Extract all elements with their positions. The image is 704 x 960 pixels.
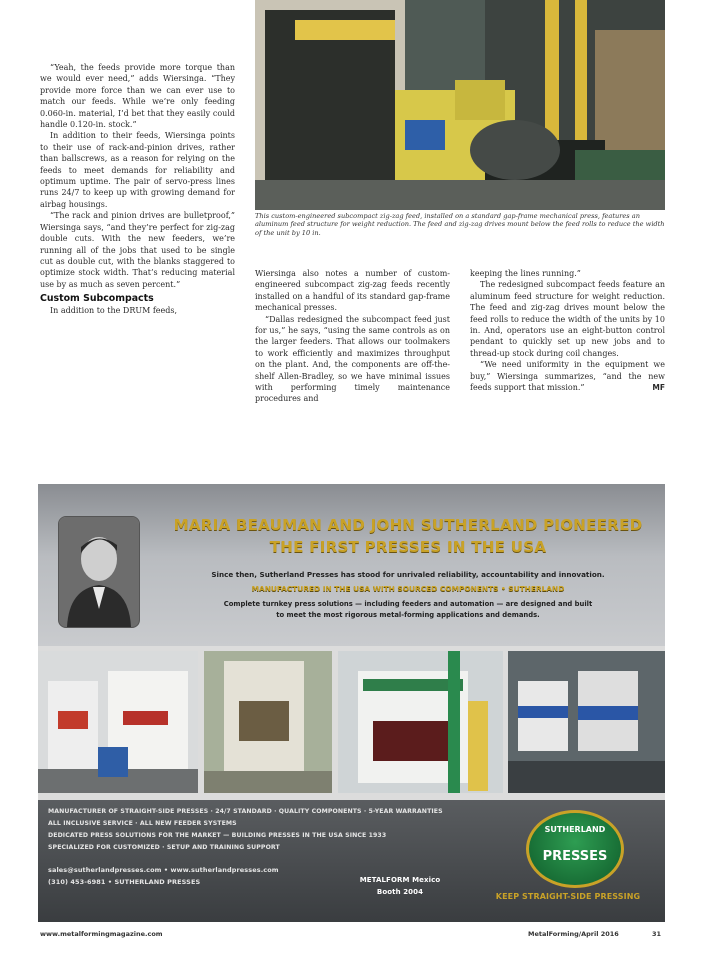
quote-text: “We need uniformity in the equipment we buy,” Wiersinga summarizes, “and the new feeds support that mission.” — [470, 360, 665, 393]
section-heading: Custom Subcompacts — [40, 293, 154, 305]
article-column-3 — [470, 268, 665, 393]
paragraph: “Yeah, the feeds provide more torque than we would ever need,” adds Wiersinga. “They provide more force than we can ever use to match our feeds. While we’re only feeding 0.060-in. material, I’d bet that they easily could handle 0.120-in. stock.” — [40, 63, 235, 130]
press-feed-photo — [255, 0, 665, 210]
article-column-1 — [40, 62, 235, 316]
ad-bullet: SPECIALIZED FOR CUSTOMIZED · SETUP AND TRAINING SUPPORT — [48, 844, 280, 851]
ad-subline-3: to meet the most rigorous metal-forming applications and demands. — [276, 611, 540, 619]
press-photo — [508, 651, 665, 793]
sutherland-logo — [526, 810, 624, 888]
ad-headline-1: MARIA BEAUMAN AND JOHN SUTHERLAND PIONEERED — [173, 516, 643, 534]
ad-bullet: MANUFACTURER OF STRAIGHT-SIDE PRESSES · 24/7 STANDARD · QUALITY COMPONENTS · 5-YEAR WARRANTIES — [48, 808, 443, 815]
ad-tagline: KEEP STRAIGHT-SIDE PRESSING — [495, 892, 641, 901]
ad-phone: (310) 453-6981 • SUTHERLAND PRESSES — [48, 878, 201, 886]
paragraph: “Dallas redesigned the subcompact feed just for us,” he says, “using the same controls as on the larger feeders. That allows our toolmakers to work efficiently and maximizes throughput on the plant. And, the components are off-the-shelf Allen-Bradley, so we have minimal issues with performing timely maintenance procedures and — [255, 314, 450, 404]
photo-caption: This custom-engineered subcompact zig-zag feed, installed on a standard gap-frame mechanical press, features an aluminum feed structure for weight reduction. The feed and zig-zag drives mount below the feed rolls to reduce the width of the unit by 10 in. — [255, 212, 665, 237]
paragraph: Wiersinga also notes a number of custom-engineered subcompact zig-zag feeds recently installed on a handful of its standard gap-frame mechanical presses. — [255, 269, 450, 313]
paragraph: The redesigned subcompact feeds feature an aluminum feed structure for weight reduction. The feed and zig-zag drives mount below the feed rolls to reduce the width of the units by 10 in. And, operators use an eight-button control pendant to quickly set up new jobs and to thread-up stock during coil changes. — [470, 280, 665, 358]
press-photo — [38, 651, 198, 793]
founder-portrait — [58, 516, 140, 628]
booth-label: METALFORM Mexico — [359, 876, 441, 884]
ad-subline-1: Since then, Sutherland Presses has stood for unrivaled reliability, accountability and innovation. — [211, 570, 605, 579]
paragraph: In addition to their feeds, Wiersinga points to their use of rack-and-pinion drives, rather than ballscrews, as a reason for relying on the feeds to meet demands for reliability and optimum uptime. The pair of servo-press lines runs 24/7 to keep up with growing demand for airbag housings. — [40, 131, 235, 209]
article-column-2 — [255, 268, 450, 405]
advertisement — [38, 484, 665, 922]
press-photo — [338, 651, 503, 793]
press-photo — [204, 651, 332, 793]
footer-website[interactable]: www.metalformingmagazine.com — [40, 930, 163, 938]
logo-text-top: SUTHERLAND — [544, 825, 606, 834]
ad-contact[interactable]: sales@sutherlandpresses.com • www.sutherlandpresses.com — [48, 866, 279, 874]
ad-headline-2: THE FIRST PRESSES IN THE USA — [269, 538, 547, 556]
ad-bullet: ALL INCLUSIVE SERVICE · ALL NEW FEEDER SYSTEMS — [48, 820, 237, 827]
footer-issue: MetalForming/April 2016 — [528, 930, 619, 938]
paragraph: In addition to the DRUM feeds, — [50, 305, 178, 315]
ad-footer — [38, 800, 665, 922]
ad-header — [38, 484, 665, 646]
ad-subline-2: Complete turnkey press solutions — including feeders and automation — are designed and built — [223, 600, 593, 608]
logo-text-bottom: PRESSES — [542, 849, 608, 864]
ad-bullet: DEDICATED PRESS SOLUTIONS FOR THE MARKET — BUILDING PRESSES IN THE USA SINCE 1933 — [48, 832, 387, 839]
end-mark: MF — [652, 383, 665, 393]
booth-number: Booth 2004 — [376, 888, 424, 896]
ad-gold-line: MANUFACTURED IN THE USA WITH SOURCED COMPONENTS • SUTHERLAND — [251, 584, 565, 593]
paragraph: keeping the lines running.” — [470, 269, 581, 278]
paragraph — [470, 359, 665, 393]
paragraph: “The rack and pinion drives are bulletproof,” Wiersinga says, “and they’re perfect for zig-zag double cuts. With the new feeders, we’re running all of the jobs that used to be single cut as double cut, with the blanks staggered to optimize stock width. That’s reducing material use by as much as seven percent.” — [40, 211, 235, 289]
press-photo-strip — [38, 651, 665, 793]
page-number: 31 — [652, 930, 662, 938]
